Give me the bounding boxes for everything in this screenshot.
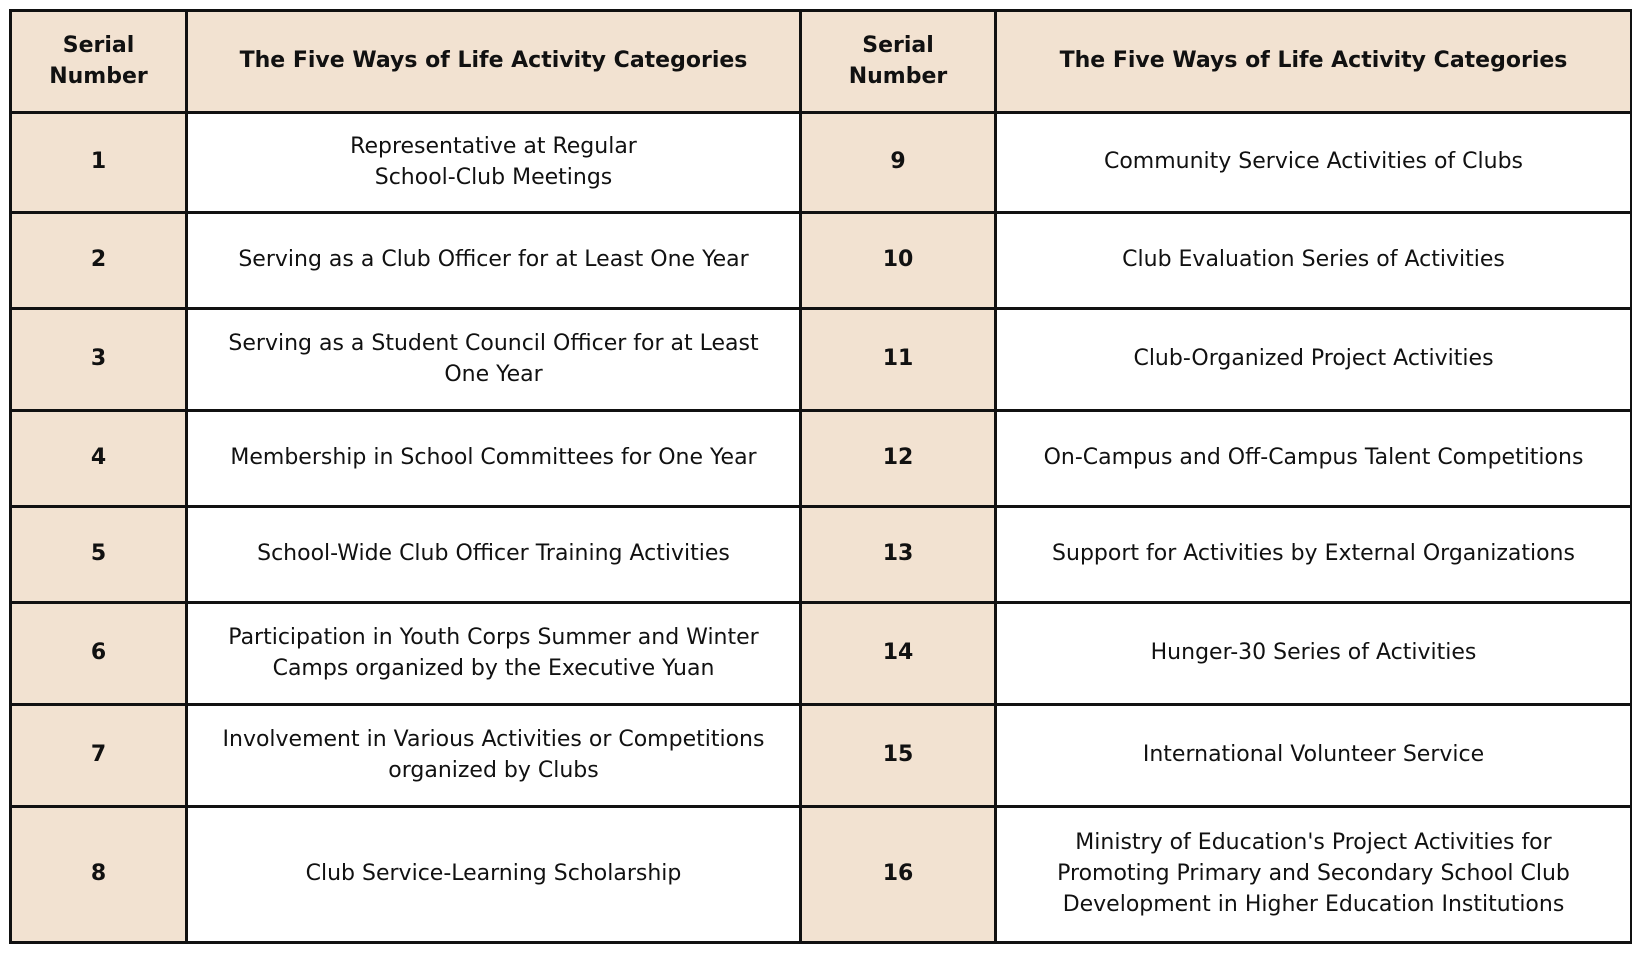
category-cell: Involvement in Various Activities or Competitions organized by Clubs: [187, 705, 801, 807]
category-cell: Ministry of Education's Project Activities for Promoting Primary and Secondary School Club Development in Higher Education Institutions: [996, 807, 1632, 943]
category-cell: Representative at Regular School-Club Meetings: [187, 113, 801, 213]
category-cell: Club Service-Learning Scholarship: [187, 807, 801, 943]
table-header-row: [11, 11, 1632, 113]
category-cell: Club-Organized Project Activities: [996, 309, 1632, 411]
serial-number-cell: 5: [11, 507, 187, 603]
category-cell: On-Campus and Off-Campus Talent Competitions: [996, 411, 1632, 507]
header-category-right: The Five Ways of Life Activity Categories: [996, 11, 1632, 113]
table-row: [11, 603, 1632, 705]
serial-number-cell: 14: [801, 603, 996, 705]
header-serial-number-left: Serial Number: [11, 11, 187, 113]
serial-number-cell: 3: [11, 309, 187, 411]
header-category-left: The Five Ways of Life Activity Categories: [187, 11, 801, 113]
category-cell: Support for Activities by External Organizations: [996, 507, 1632, 603]
serial-number-cell: 7: [11, 705, 187, 807]
serial-number-cell: 9: [801, 113, 996, 213]
table-row: [11, 411, 1632, 507]
category-cell: Membership in School Committees for One Year: [187, 411, 801, 507]
serial-number-cell: 11: [801, 309, 996, 411]
serial-number-cell: 4: [11, 411, 187, 507]
table-row: [11, 507, 1632, 603]
category-cell: International Volunteer Service: [996, 705, 1632, 807]
table-row: [11, 705, 1632, 807]
header-serial-number-right: Serial Number: [801, 11, 996, 113]
table-row: [11, 309, 1632, 411]
category-cell: Community Service Activities of Clubs: [996, 113, 1632, 213]
serial-number-cell: 2: [11, 213, 187, 309]
serial-number-cell: 15: [801, 705, 996, 807]
serial-number-cell: 8: [11, 807, 187, 943]
serial-number-cell: 1: [11, 113, 187, 213]
category-cell: Serving as a Club Officer for at Least One Year: [187, 213, 801, 309]
category-cell: Hunger-30 Series of Activities: [996, 603, 1632, 705]
category-cell: School-Wide Club Officer Training Activities: [187, 507, 801, 603]
activity-categories-table: [9, 9, 1632, 944]
serial-number-cell: 12: [801, 411, 996, 507]
table-row: [11, 113, 1632, 213]
table-row: [11, 807, 1632, 943]
serial-number-cell: 13: [801, 507, 996, 603]
serial-number-cell: 6: [11, 603, 187, 705]
category-cell: Participation in Youth Corps Summer and Winter Camps organized by the Executive Yuan: [187, 603, 801, 705]
category-cell: Serving as a Student Council Officer for at Least One Year: [187, 309, 801, 411]
serial-number-cell: 16: [801, 807, 996, 943]
serial-number-cell: 10: [801, 213, 996, 309]
category-cell: Club Evaluation Series of Activities: [996, 213, 1632, 309]
table-row: [11, 213, 1632, 309]
